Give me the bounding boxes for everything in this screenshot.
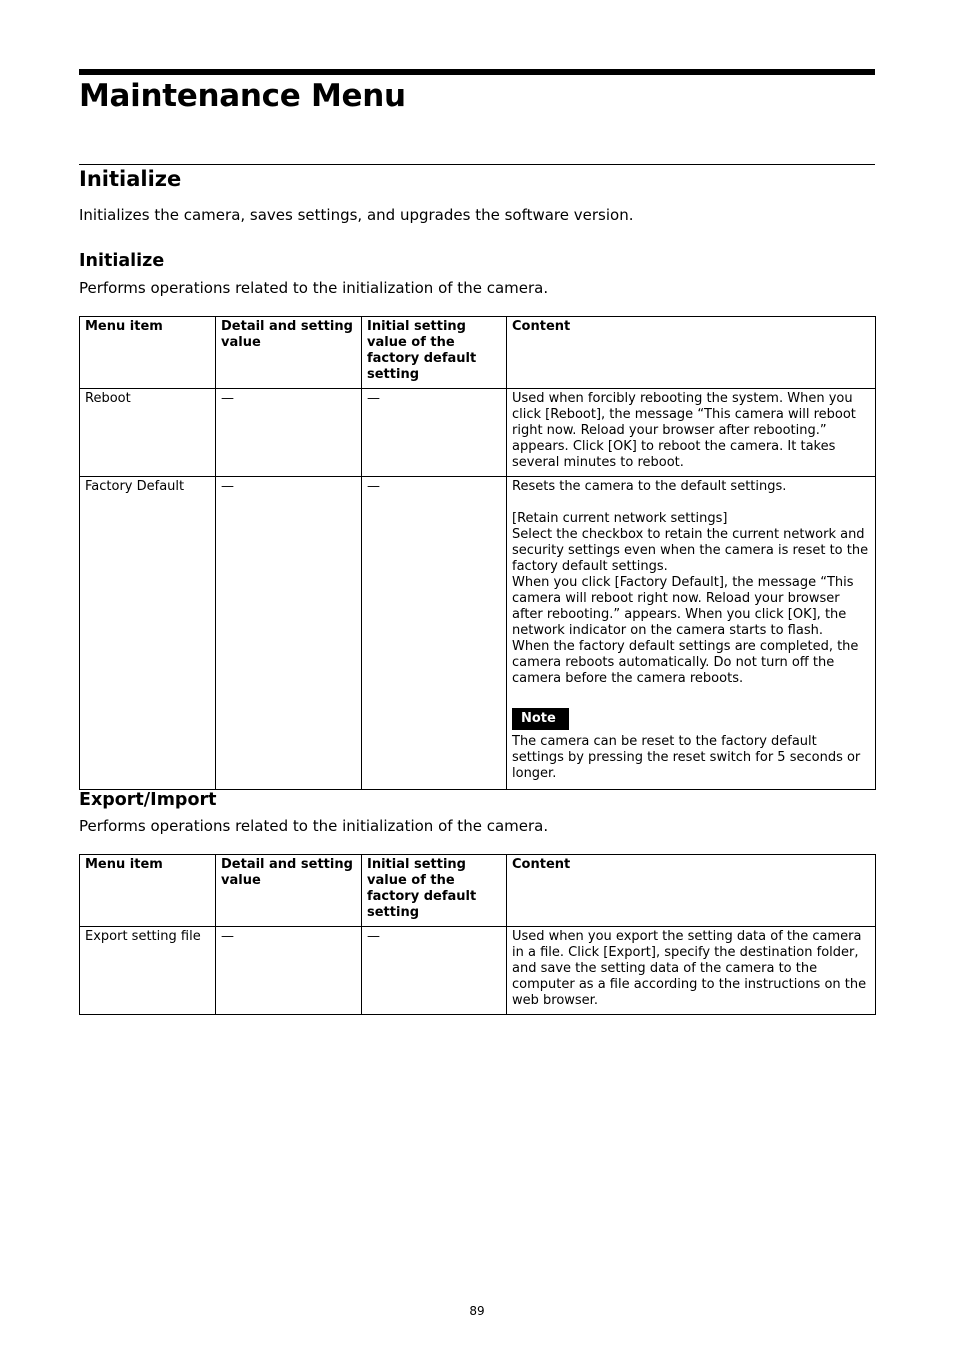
table-row-factory-default (80, 477, 876, 790)
option-text: When the factory default settings are completed, the camera reboots automatically. Do not turn off the camera before the camera reboots. (512, 639, 859, 686)
section-intro: Initializes the camera, saves settings, and upgrades the software version. (79, 206, 634, 224)
cell-detail: — (216, 477, 362, 790)
header-initial: Initial setting value of the factory default setting (362, 317, 507, 389)
section-title: Initialize (79, 167, 182, 191)
header-detail: Detail and setting value (216, 317, 362, 389)
title-rule (79, 69, 875, 75)
header-initial: Initial setting value of the factory default setting (362, 855, 507, 927)
cell-initial: — (362, 927, 507, 1015)
cell-initial: — (362, 389, 507, 477)
export-import-table (79, 854, 876, 1015)
header-menu-item: Menu item (80, 855, 216, 927)
header-menu-item: Menu item (80, 317, 216, 389)
option-text: When you click [Factory Default], the message “This camera will reboot right now. Reload your browser after rebooting.” appears. When you click [OK], the network indicator on the camera starts to flash. (512, 575, 854, 638)
export-import-description: Performs operations related to the initialization of the camera. (79, 817, 549, 835)
header-content: Content (507, 855, 876, 927)
header-content: Content (507, 317, 876, 389)
table-header-row (80, 317, 876, 389)
table-row-reboot (80, 389, 876, 477)
cell-detail: — (216, 389, 362, 477)
cell-content: Used when forcibly rebooting the system. When you click [Reboot], the message “This camera will reboot right now. Reload your browser after rebooting.” appears. Click [OK] to reboot the camera. It takes several minutes to reboot. (507, 389, 876, 477)
cell-menu-item: Factory Default (80, 477, 216, 790)
cell-content (507, 477, 876, 790)
initialize-description: Performs operations related to the initialization of the camera. (79, 279, 549, 297)
page-title: Maintenance Menu (79, 78, 406, 114)
header-detail: Detail and setting value (216, 855, 362, 927)
cell-initial: — (362, 477, 507, 790)
option-text: Select the checkbox to retain the current network and security settings even when the camera is reset to the factory default settings. (512, 527, 869, 574)
option-label: [Retain current network settings] (512, 511, 728, 526)
note-text: The camera can be reset to the factory default settings by pressing the reset switch for 5 seconds or longer. (512, 734, 861, 781)
note-badge: Note (512, 708, 569, 730)
cell-menu-item: Export setting file (80, 927, 216, 1015)
initialize-subtitle: Initialize (79, 251, 165, 271)
cell-menu-item: Reboot (80, 389, 216, 477)
cell-detail: — (216, 927, 362, 1015)
cell-content: Used when you export the setting data of the camera in a file. Click [Export], specify the destination folder, and save the setting data of the camera to the computer as a file according to the instructions on the web browser. (507, 927, 876, 1015)
table-header-row (80, 855, 876, 927)
export-import-subtitle: Export/Import (79, 790, 217, 810)
initialize-table (79, 316, 876, 790)
section-rule (79, 164, 875, 165)
table-row-export-setting-file (80, 927, 876, 1015)
page-number: 89 (469, 1304, 485, 1318)
content-intro: Resets the camera to the default settings. (512, 479, 787, 494)
